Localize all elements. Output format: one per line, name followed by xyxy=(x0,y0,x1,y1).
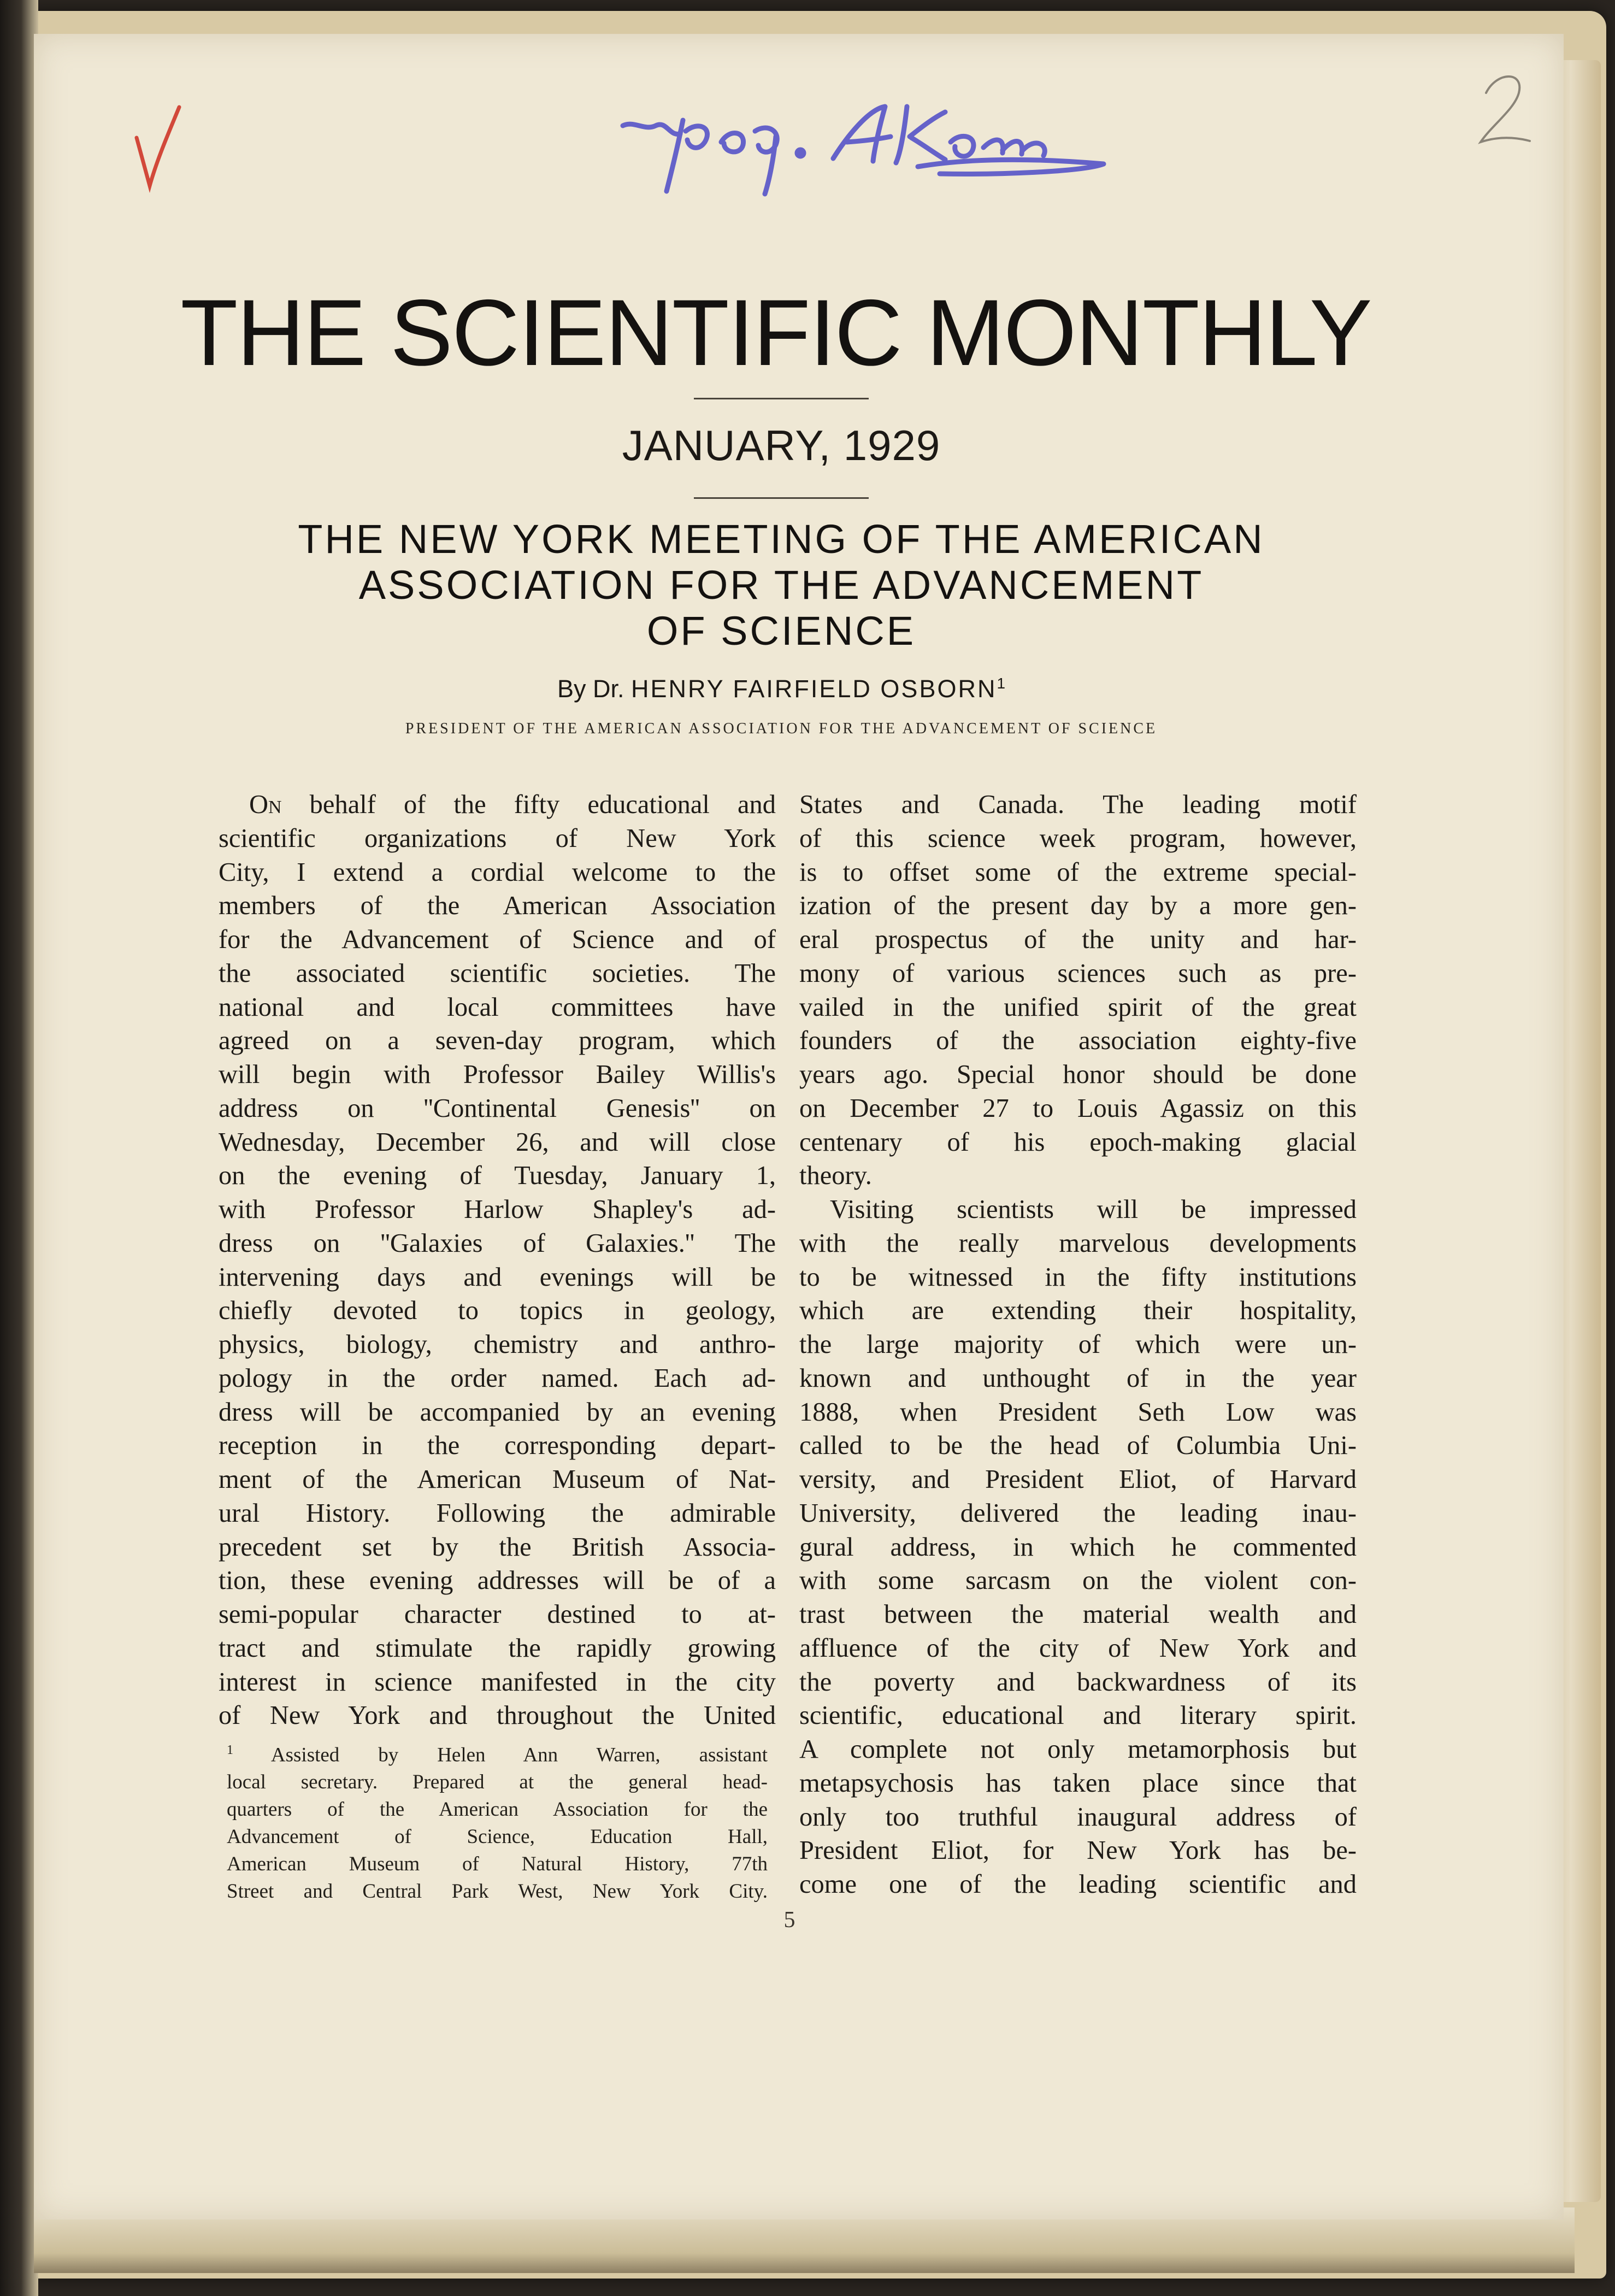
text-line: years ago. Special honor should be done xyxy=(799,1060,1357,1089)
footnote-mark: 1 xyxy=(227,1743,233,1757)
text-line: mony of various sciences such as pre- xyxy=(799,958,1357,988)
text-line: tion, these evening addresses will be of a xyxy=(219,1566,776,1596)
text-line: ization of the present day by a more gen- xyxy=(799,891,1357,921)
drop-cap: On xyxy=(249,790,282,819)
text-line: national and local committees have xyxy=(219,992,776,1022)
text-line: gural address, in which he commented xyxy=(799,1532,1357,1562)
author-footnote-mark: 1 xyxy=(997,675,1006,692)
text-line: address on ''Continental Genesis'' on xyxy=(219,1093,776,1123)
text-line: known and unthought of in the year xyxy=(799,1363,1357,1393)
text-line: tract and stimulate the rapidly growing xyxy=(219,1633,776,1663)
text-line: the poverty and backwardness of its xyxy=(799,1667,1357,1697)
text-line: metapsychosis has taken place since that xyxy=(799,1768,1357,1798)
text-line: physics, biology, chemistry and anthro- xyxy=(219,1330,776,1359)
article-title-line: THE NEW YORK MEETING OF THE AMERICAN xyxy=(298,516,1265,562)
pencil-corner-mark xyxy=(1464,60,1541,153)
text-line: will begin with Professor Bailey Willis's xyxy=(219,1060,776,1089)
footnote xyxy=(227,1736,768,1905)
author-name: HENRY FAIRFIELD OSBORN xyxy=(630,675,997,703)
title-divider-bottom xyxy=(694,497,869,499)
text-line: University, delivered the leading inau- xyxy=(799,1498,1357,1528)
text-line-rest: behalf of the fifty educational and xyxy=(281,790,776,819)
text-line: on December 27 to Louis Agassiz on this xyxy=(799,1093,1357,1123)
title-divider-top xyxy=(694,398,869,399)
text-line: eral prospectus of the unity and har- xyxy=(799,925,1357,954)
footnote-line: Street and Central Park West, New York City. xyxy=(227,1880,768,1903)
text-line: Wednesday, December 26, and will close xyxy=(219,1127,776,1157)
text-line: called to be the head of Columbia Uni- xyxy=(799,1431,1357,1461)
text-line: intervening days and evenings will be xyxy=(219,1262,776,1292)
body-column-right xyxy=(799,788,1357,1901)
text-line: of this science week program, however, xyxy=(799,823,1357,853)
ink-handwritten-stamp xyxy=(612,98,1115,202)
footnote-line xyxy=(227,1736,768,1769)
text-line: Visiting scientists will be impressed xyxy=(830,1195,1357,1224)
binding-edge xyxy=(0,0,38,2296)
text-line: centenary of his epoch-making glacial xyxy=(799,1127,1357,1157)
text-line: affluence of the city of New York and xyxy=(799,1633,1357,1663)
article-title-line: OF SCIENCE xyxy=(646,608,916,654)
red-check-mark xyxy=(125,104,190,208)
text-line: dress on ''Galaxies of Galaxies.'' The xyxy=(219,1228,776,1258)
text-line: City, I extend a cordial welcome to the xyxy=(219,857,776,887)
text-line xyxy=(219,788,776,822)
text-line: theory. xyxy=(799,1161,872,1191)
text-line: with some sarcasm on the violent con- xyxy=(799,1566,1357,1596)
text-line: of New York and throughout the United xyxy=(219,1701,776,1730)
text-line: dress will be accompanied by an evening xyxy=(219,1397,776,1427)
text-line: the associated scientific societies. The xyxy=(219,958,776,988)
text-line: scientific, educational and literary spirit. xyxy=(799,1701,1357,1730)
text-line: for the Advancement of Science and of xyxy=(219,925,776,954)
text-line: 1888, when President Seth Low was xyxy=(799,1397,1357,1427)
text-line: the large majority of which were un- xyxy=(799,1330,1357,1359)
text-line: reception in the corresponding depart- xyxy=(219,1431,776,1461)
footnote-line: Advancement of Science, Education Hall, xyxy=(227,1826,768,1848)
text-line: versity, and President Eliot, of Harvard xyxy=(799,1465,1357,1494)
text-line: only too truthful inaugural address of xyxy=(799,1802,1357,1832)
body-column-left xyxy=(219,788,776,1733)
text-line: States and Canada. The leading motif xyxy=(799,790,1357,819)
text-line: A complete not only metamorphosis but xyxy=(799,1735,1357,1764)
text-line: to be witnessed in the fifty institutions xyxy=(799,1262,1357,1292)
issue-date: JANUARY, 1929 xyxy=(622,421,941,469)
text-line: vailed in the unified spirit of the great xyxy=(799,992,1357,1022)
text-line: semi-popular character destined to at- xyxy=(219,1600,776,1629)
footnote-line: quarters of the American Association for the xyxy=(227,1798,768,1821)
text-line: members of the American Association xyxy=(219,891,776,921)
text-line: precedent set by the British Associa- xyxy=(219,1532,776,1562)
text-line: with Professor Harlow Shapley's ad- xyxy=(219,1195,776,1224)
page-number: 5 xyxy=(783,1908,795,1933)
footnote-line: American Museum of Natural History, 77th xyxy=(227,1853,768,1876)
text-line: President Eliot, for New York has be- xyxy=(799,1836,1357,1865)
text-line: scientific organizations of New York xyxy=(219,823,776,853)
text-line: trast between the material wealth and xyxy=(799,1600,1357,1629)
text-line: which are extending their hospitality, xyxy=(799,1296,1357,1326)
text-line: pology in the order named. Each ad- xyxy=(219,1363,776,1393)
byline-prefix: By Dr. xyxy=(557,675,624,703)
footnote-line-rest: Assisted by Helen Ann Warren, assistant xyxy=(233,1744,768,1767)
text-line: on the evening of Tuesday, January 1, xyxy=(219,1161,776,1191)
text-line: agreed on a seven-day program, which xyxy=(219,1026,776,1056)
footnote-line: local secretary. Prepared at the general head- xyxy=(227,1771,768,1794)
author-affiliation: PRESIDENT OF THE AMERICAN ASSOCIATION FOR THE ADVANCEMENT OF SCIENCE xyxy=(405,720,1158,737)
text-line: come one of the leading scientific and xyxy=(799,1870,1357,1899)
magazine-title: THE SCIENTIFIC MONTHLY xyxy=(180,280,1371,385)
article-title-line: ASSOCIATION FOR THE ADVANCEMENT xyxy=(358,562,1204,608)
text-line: founders of the association eighty-five xyxy=(799,1026,1357,1056)
text-line: chiefly devoted to topics in geology, xyxy=(219,1296,776,1326)
text-line: ment of the American Museum of Nat- xyxy=(219,1465,776,1494)
article-title xyxy=(180,516,1382,654)
text-line: is to offset some of the extreme special- xyxy=(799,857,1357,887)
byline xyxy=(219,675,1344,703)
text-line: interest in science manifested in the city xyxy=(219,1667,776,1697)
text-line: ural History. Following the admirable xyxy=(219,1498,776,1528)
text-line: with the really marvelous developments xyxy=(799,1228,1357,1258)
